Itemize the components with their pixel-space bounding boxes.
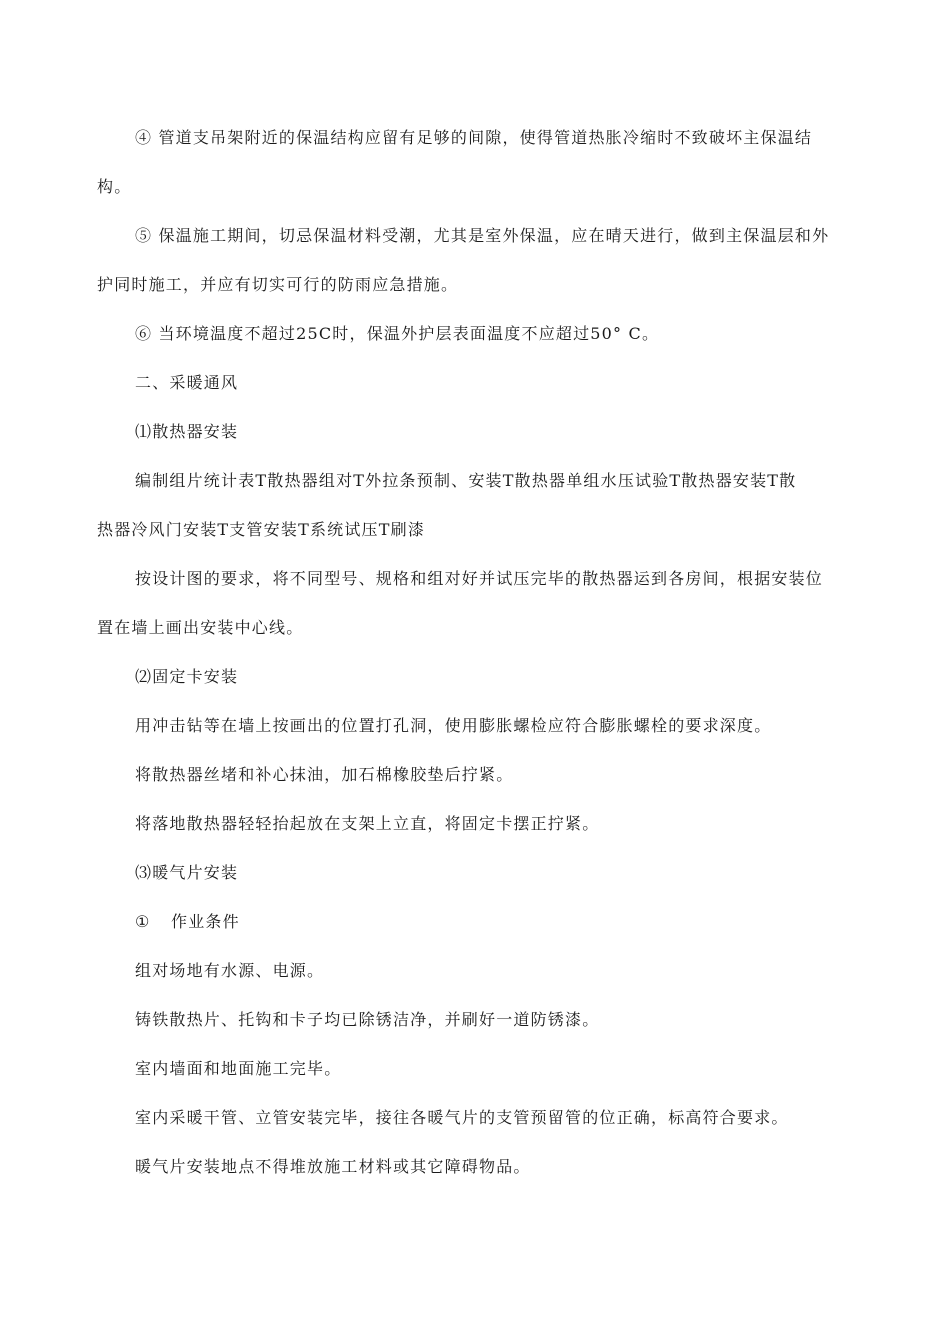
process-flow-line-1: 编制组片统计表T散热器组对T外拉条预制、安装T散热器单组水压试验T散热器安装T散 [135, 471, 797, 490]
paragraph-4-line-1: ④ 管道支吊架附近的保温结构应留有足够的间隙，使得管道热胀冷缩时不致破坏主保温结 [135, 128, 813, 147]
condition-rust-removal: 铸铁散热片、托钩和卡子均已除锈洁净，并刷好一道防锈漆。 [135, 1010, 600, 1029]
section-heading-heating-ventilation: 二、采暖通风 [135, 373, 239, 392]
paragraph-design-line-2: 置在墙上画出安装中心线。 [97, 618, 304, 637]
process-flow-line-2: 热器冷风门安装T支管安装T系统试压T刷漆 [97, 520, 426, 539]
condition-water-power: 组对场地有水源、电源。 [135, 961, 325, 980]
item-title: 作业条件 [171, 912, 240, 931]
condition-no-obstacles: 暖气片安装地点不得堆放施工材料或其它障碍物品。 [135, 1157, 531, 1176]
condition-walls-floors: 室内墙面和地面施工完毕。 [135, 1059, 342, 1078]
paragraph-5-line-2: 护同时施工，并应有切实可行的防雨应急措施。 [97, 275, 459, 294]
subheading-radiator-installation: ⑴散热器安装 [135, 422, 239, 441]
subheading-fixing-clip-installation: ⑵固定卡安装 [135, 667, 239, 686]
paragraph-drilling: 用冲击钻等在墙上按画出的位置打孔洞，使用膨胀螺检应符合膨胀螺栓的要求深度。 [135, 716, 772, 735]
item-number: ① [135, 912, 151, 931]
paragraph-floor-radiator: 将落地散热器轻轻抬起放在支架上立直，将固定卡摆正拧紧。 [135, 814, 600, 833]
paragraph-design-line-1: 按设计图的要求，将不同型号、规格和组对好并试压完毕的散热器运到各房间，根据安装位 [135, 569, 824, 588]
condition-pipes-installed: 室内采暖干管、立管安装完毕，接往各暖气片的支管预留管的位正确，标高符合要求。 [135, 1108, 789, 1127]
subheading-radiator-piece-installation: ⑶暖气片安装 [135, 863, 239, 882]
paragraph-5-line-1: ⑤ 保温施工期间，切忌保温材料受潮，尤其是室外保温，应在晴天进行，做到主保温层和外 [135, 226, 830, 245]
item-work-conditions [135, 911, 240, 933]
paragraph-6: ⑥ 当环境温度不超过25C时，保温外护层表面温度不应超过50° C。 [135, 324, 660, 343]
paragraph-plug-oiling: 将散热器丝堵和补心抹油，加石棉橡胶垫后拧紧。 [135, 765, 514, 784]
paragraph-4-line-2: 构。 [97, 177, 132, 196]
